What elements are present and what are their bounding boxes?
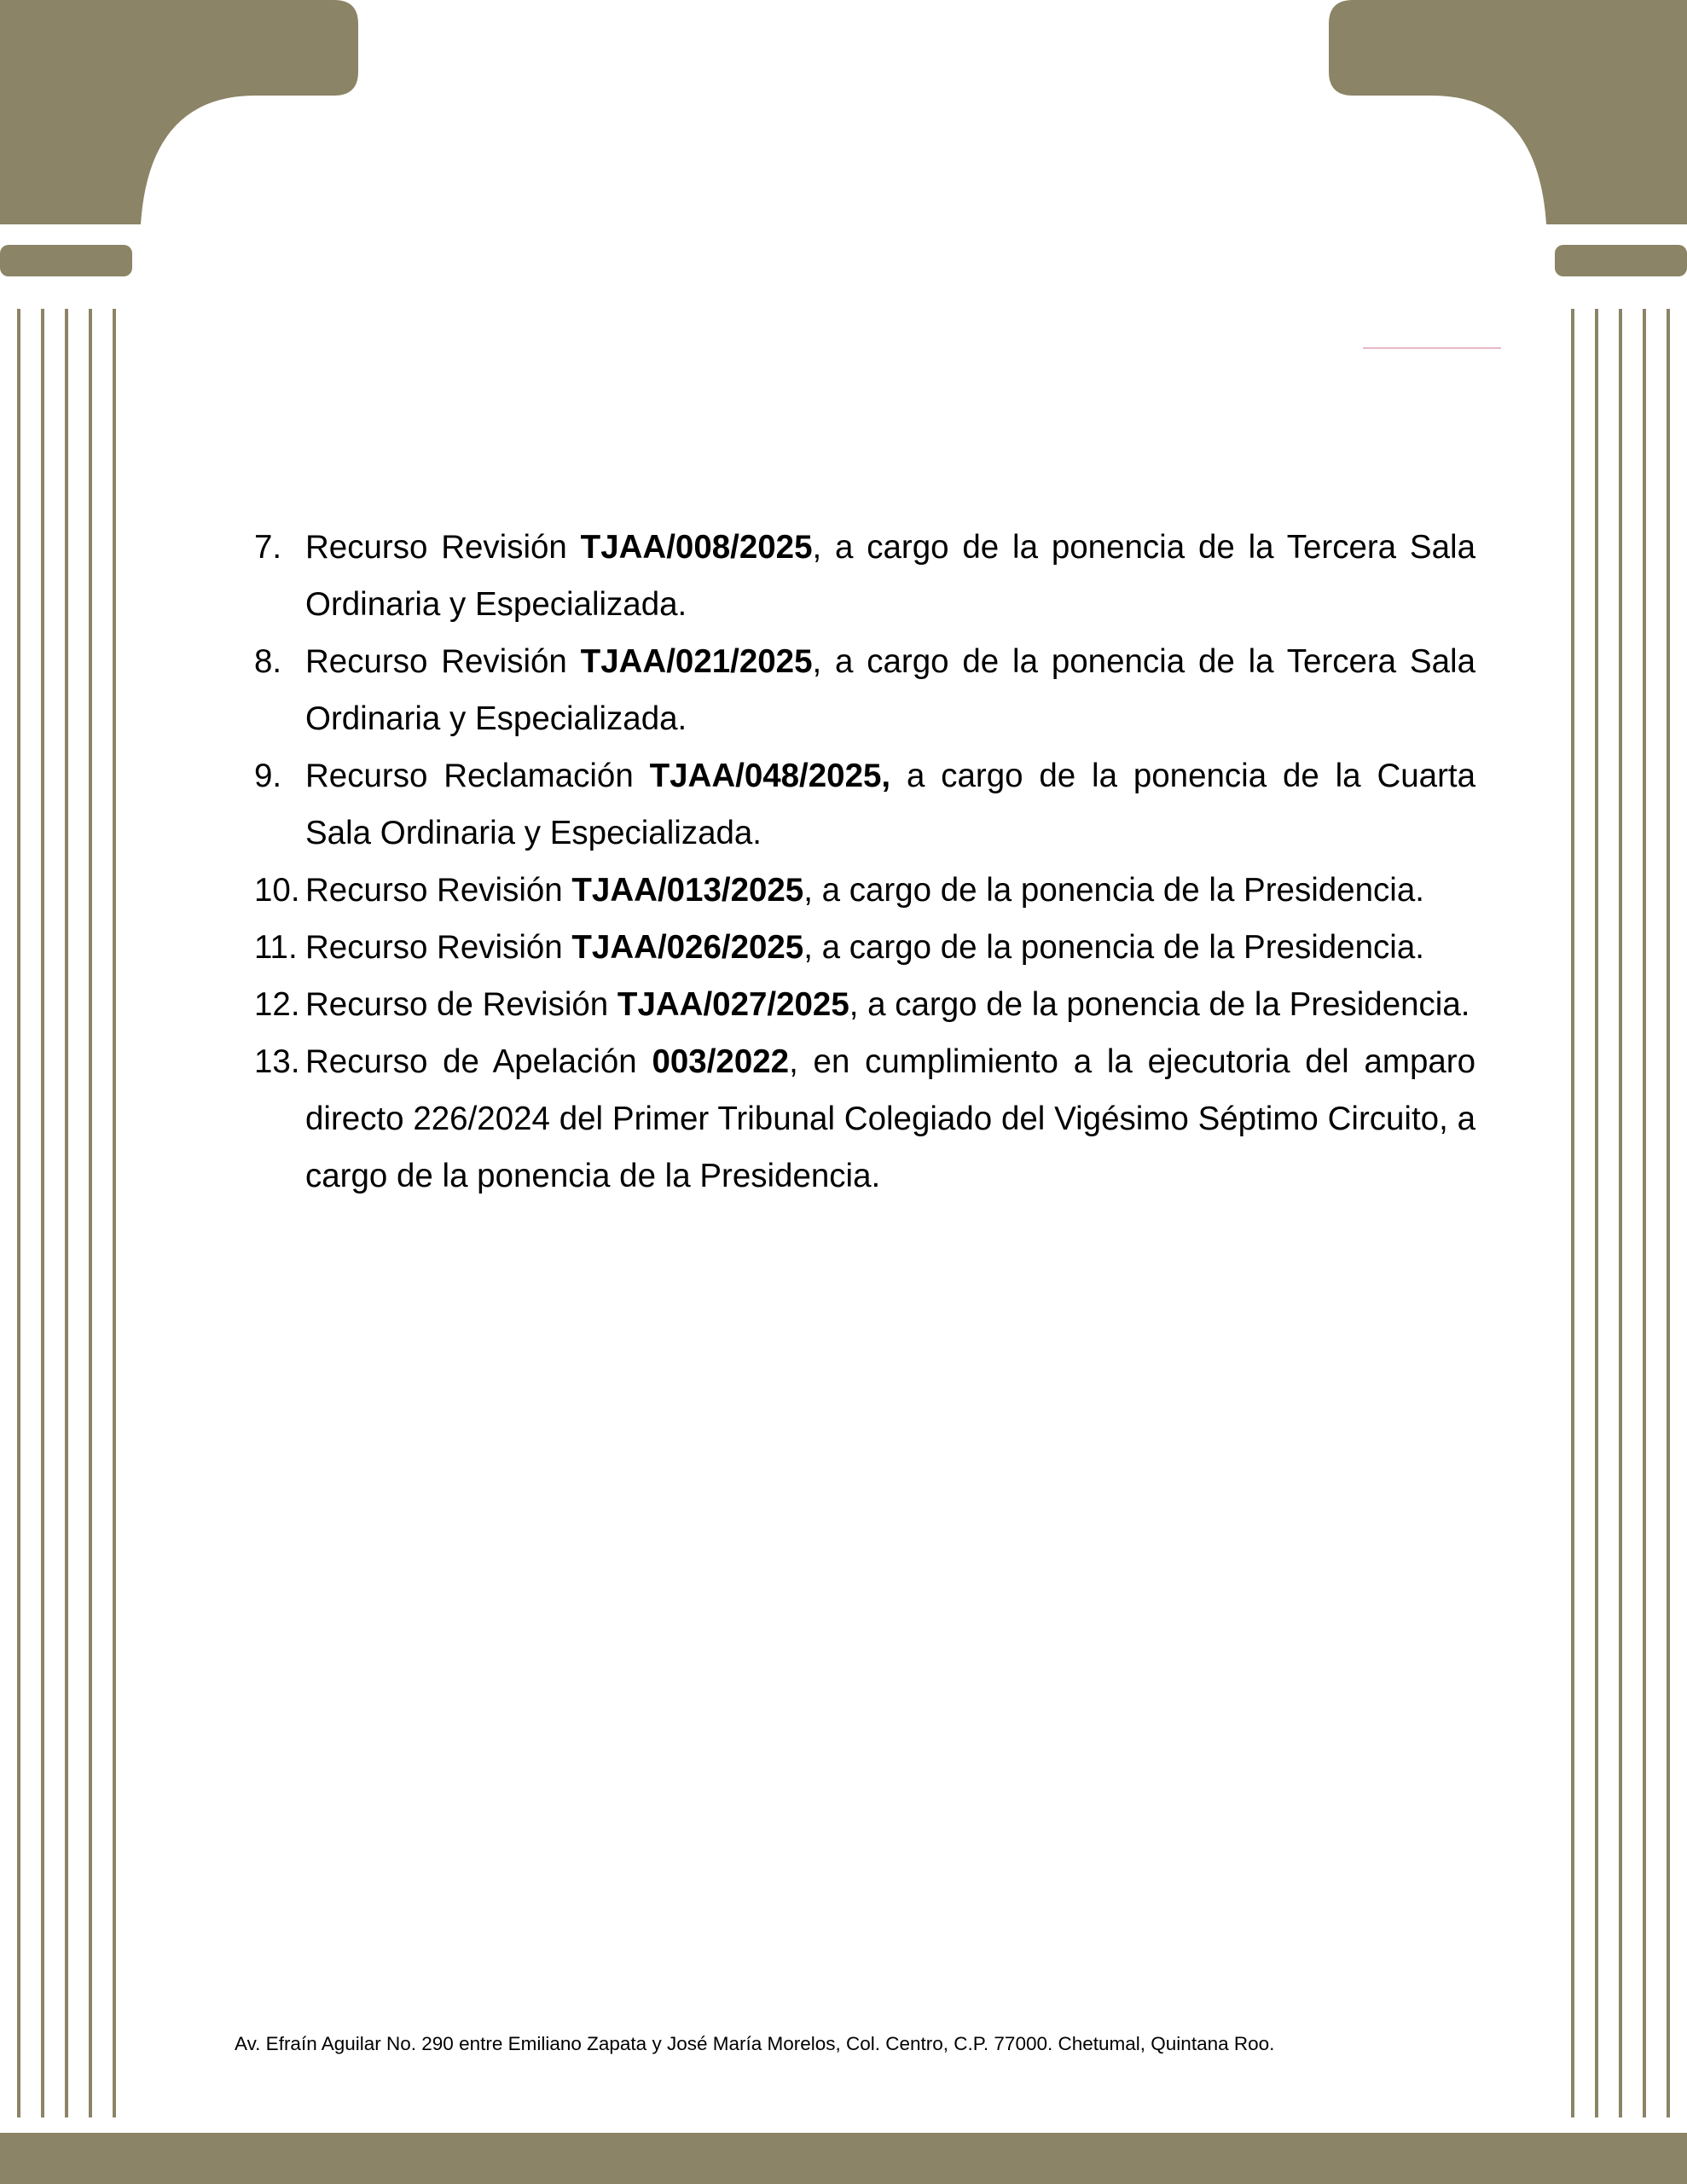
list-item	[254, 747, 1475, 862]
item-number: 13.	[254, 1043, 300, 1080]
bottom-base-band	[0, 2133, 1687, 2184]
footer-address: Av. Efraín Aguilar No. 290 entre Emiliano Zapata y José María Morelos, Col. Centro, C.P. 77000. Chetumal, Quintana Roo.	[235, 2033, 1275, 2054]
list-item	[254, 976, 1475, 1033]
item-text: Recurso Revisión TJAA/021/2025, a cargo de la ponencia de la Tercera Sala Ordinaria y Especializada.	[305, 643, 1475, 737]
case-number: 003/2022	[652, 1043, 790, 1080]
left-column-capital	[0, 0, 358, 276]
item-text: Recurso Revisión TJAA/008/2025, a cargo de la ponencia de la Tercera Sala Ordinaria y Especializada.	[305, 529, 1475, 623]
list-item	[254, 919, 1475, 976]
case-number: TJAA/021/2025	[580, 643, 813, 680]
list-item	[254, 862, 1475, 919]
agenda-list	[254, 519, 1475, 1205]
item-text: Recurso Revisión TJAA/026/2025, a cargo de la ponencia de la Presidencia.	[305, 929, 1424, 966]
item-number: 12.	[254, 986, 300, 1023]
item-number: 7.	[254, 529, 282, 566]
case-number: TJAA/027/2025	[617, 986, 849, 1023]
left-column-shaft	[19, 309, 114, 2117]
list-item	[254, 1033, 1475, 1205]
right-column-capital	[1329, 0, 1687, 276]
item-text: Recurso Reclamación TJAA/048/2025, a cargo de la ponencia de la Cuarta Sala Ordinaria y Especializada.	[305, 758, 1475, 851]
item-text: Recurso de Revisión TJAA/027/2025, a cargo de la ponencia de la Presidencia.	[305, 986, 1470, 1023]
item-number: 11.	[254, 929, 298, 966]
item-text: Recurso de Apelación 003/2022, en cumplimiento a la ejecutoria del amparo directo 226/2024 del Primer Tribunal Colegiado del Vigésimo Séptimo Circuito, a cargo de la ponencia de la Presidencia.	[305, 1043, 1475, 1194]
item-number: 10.	[254, 872, 300, 909]
list-item	[254, 633, 1475, 747]
case-number: TJAA/048/2025,	[649, 758, 891, 794]
right-column-shaft	[1573, 309, 1668, 2117]
item-number: 9.	[254, 758, 282, 794]
item-number: 8.	[254, 643, 282, 680]
case-number: TJAA/013/2025	[571, 872, 804, 909]
case-number: TJAA/008/2025	[580, 529, 813, 566]
item-text: Recurso Revisión TJAA/013/2025, a cargo de la ponencia de la Presidencia.	[305, 872, 1424, 909]
list-item	[254, 519, 1475, 633]
case-number: TJAA/026/2025	[571, 929, 804, 966]
